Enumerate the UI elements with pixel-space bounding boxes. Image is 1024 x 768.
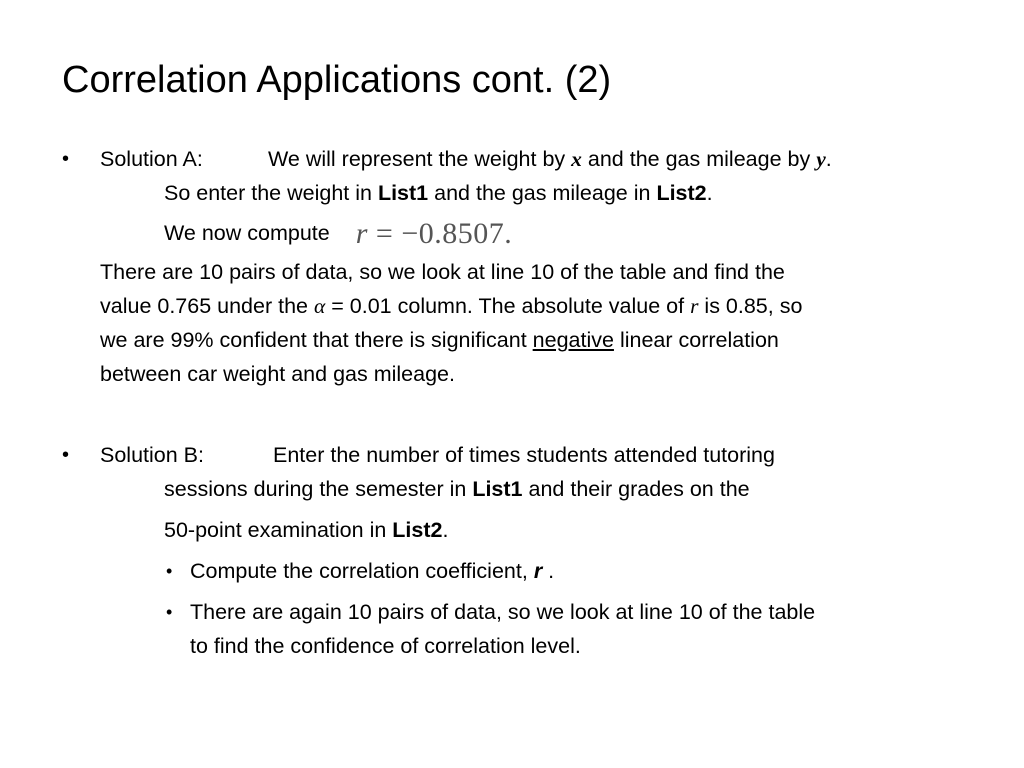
solution-b-line2-mid: and their grades on the — [528, 477, 750, 501]
solution-a-text-mid: and the gas mileage by — [587, 147, 811, 171]
bullet-icon: • — [166, 602, 173, 622]
solution-b-text: Enter the number of times students attended tutoring — [273, 443, 775, 467]
variable-r: r — [533, 559, 543, 583]
solution-a-line2-end: . — [706, 181, 713, 205]
formula-value: = −0.8507. — [375, 217, 513, 250]
solution-b-label: Solution B: — [100, 443, 204, 467]
solution-b-line3-end: . — [442, 518, 449, 542]
para-text: linear correlation — [619, 328, 779, 352]
sub-bullet-table — [62, 595, 962, 629]
solution-a-label: Solution A: — [100, 147, 203, 171]
solution-a-line2-text: So enter the weight in — [164, 181, 372, 205]
sub-bullet-text: There are again 10 pairs of data, so we look at line 10 of the table — [190, 600, 816, 624]
solution-a-text: We will represent the weight by — [268, 147, 566, 171]
sub-bullet-text: Compute the correlation coefficient, — [190, 559, 528, 583]
variable-y: y — [816, 147, 826, 171]
para-text: is 0.85, so — [704, 294, 803, 318]
solution-a-line-1 — [62, 142, 962, 176]
negative-emphasis: negative — [532, 328, 614, 352]
solution-a-paragraph-line-2 — [62, 289, 962, 323]
compute-text: We now compute — [164, 221, 330, 245]
para-text: value 0.765 under the — [100, 294, 308, 318]
solution-a-paragraph-line-4: between car weight and gas mileage. — [100, 362, 455, 386]
solution-b-line-3 — [62, 513, 962, 547]
correlation-formula — [356, 217, 513, 251]
bullet-icon: • — [62, 444, 70, 466]
solution-a-paragraph-line-3 — [62, 323, 962, 357]
bullet-icon: • — [166, 561, 173, 581]
formula-r: r — [355, 217, 368, 250]
solution-b-line-1 — [62, 438, 962, 472]
solution-a-line-2 — [62, 176, 962, 210]
list1-label: List1 — [377, 181, 429, 205]
variable-x: x — [571, 147, 582, 171]
slide-title: Correlation Applications cont. (2) — [62, 59, 612, 101]
list1-label: List1 — [472, 477, 523, 501]
solution-a-line2-mid: and the gas mileage in — [434, 181, 651, 205]
solution-a-text-end: . — [825, 147, 832, 171]
solution-a-compute-line — [62, 216, 962, 251]
para-text: = 0.01 column. The absolute value of — [331, 294, 685, 318]
para-text: we are 99% confident that there is significant — [100, 328, 527, 352]
slide-content — [62, 142, 962, 663]
solution-b-line3-text: 50-point examination in — [164, 518, 387, 542]
alpha-symbol: α — [313, 294, 326, 318]
solution-a-paragraph-line-1: There are 10 pairs of data, so we look at line 10 of the table and find the — [100, 260, 785, 284]
sub-bullet-compute — [62, 554, 962, 588]
sub-bullet-end: . — [548, 559, 555, 583]
solution-b-line-2 — [62, 472, 962, 506]
list2-label: List2 — [392, 518, 443, 542]
sub-bullet-table-cont: to find the confidence of correlation level. — [190, 634, 581, 658]
variable-r: r — [690, 294, 699, 318]
list2-label: List2 — [656, 181, 707, 205]
bullet-icon: • — [62, 148, 70, 170]
solution-b-line2-text: sessions during the semester in — [164, 477, 467, 501]
